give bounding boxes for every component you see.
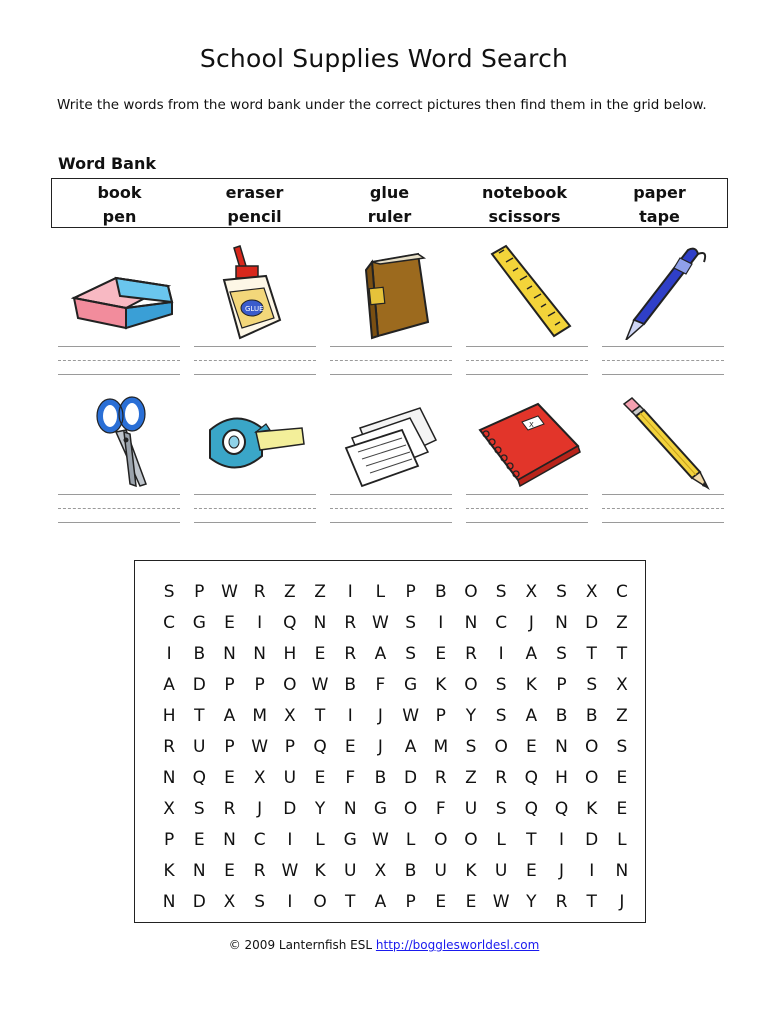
- page-title: School Supplies Word Search: [199, 44, 569, 73]
- grid-letter: B: [585, 706, 598, 726]
- grid-letter: E: [344, 737, 356, 757]
- grid-letter: Q: [524, 768, 539, 788]
- grid-letter: U: [343, 861, 357, 881]
- pen-icon: [604, 240, 724, 340]
- grid-letter: M: [433, 737, 449, 757]
- grid-letter: D: [585, 830, 599, 850]
- grid-letter: S: [586, 675, 598, 695]
- grid-letter: S: [616, 737, 628, 757]
- grid-letter: T: [314, 706, 326, 726]
- book-icon: [332, 240, 452, 340]
- scissors-icon: [60, 394, 180, 490]
- grid-letter: X: [223, 892, 236, 912]
- grid-letter: W: [221, 582, 238, 602]
- grid-letter: T: [526, 830, 537, 850]
- grid-letter: I: [257, 613, 263, 633]
- grid-letter: O: [434, 830, 448, 850]
- grid-letter: G: [373, 799, 387, 819]
- grid-letter: D: [192, 892, 206, 912]
- word-bank-word: paper: [633, 183, 686, 202]
- grid-letter: D: [192, 675, 206, 695]
- grid-letter: N: [313, 613, 327, 633]
- picture-cell-notebook: [460, 394, 596, 490]
- grid-letter: H: [162, 706, 176, 726]
- grid-letter: T: [616, 644, 628, 664]
- grid-letter: U: [464, 799, 478, 819]
- grid-letter: I: [287, 830, 293, 850]
- grid-letter: F: [345, 768, 356, 788]
- grid-row: [154, 763, 645, 794]
- ruler-icon: [468, 240, 588, 340]
- footer: [0, 938, 768, 952]
- grid-letter: S: [163, 582, 175, 602]
- grid-letter: I: [438, 613, 444, 633]
- grid-letter: S: [495, 582, 507, 602]
- grid-letter: O: [464, 582, 478, 602]
- picture-cell-pen: [596, 240, 732, 340]
- grid-row: [154, 825, 645, 856]
- picture-cell-tape: [188, 394, 324, 490]
- grid-letter: F: [375, 675, 386, 695]
- grid-letter: X: [284, 706, 296, 726]
- grid-row: [154, 608, 645, 639]
- grid-letter: S: [495, 799, 507, 819]
- glue-icon: [196, 240, 316, 340]
- grid-letter: R: [253, 861, 266, 881]
- grid-letter: E: [193, 830, 205, 850]
- grid-letter: A: [525, 706, 538, 726]
- word-bank-word: eraser: [225, 183, 284, 202]
- grid-row: [154, 887, 645, 918]
- word-search-grid: [134, 560, 646, 923]
- picture-row-1: [52, 240, 732, 340]
- grid-letter: S: [405, 644, 416, 664]
- grid-letter: J: [528, 613, 534, 633]
- grid-letter: S: [254, 892, 266, 912]
- grid-letter: P: [556, 675, 567, 695]
- grid-letter: S: [556, 582, 567, 602]
- grid-letter: N: [343, 799, 357, 819]
- grid-letter: L: [617, 830, 627, 850]
- grid-row: [154, 794, 645, 825]
- grid-letter: C: [615, 582, 628, 602]
- copyright-text: © 2009 Lanternfish ESL: [228, 938, 373, 952]
- grid-letter: W: [492, 892, 510, 912]
- grid-row: [154, 856, 645, 887]
- grid-letter: S: [405, 613, 416, 633]
- grid-letter: B: [374, 768, 387, 788]
- grid-letter: G: [343, 830, 357, 850]
- grid-letter: I: [347, 582, 353, 602]
- grid-letter: R: [495, 768, 508, 788]
- grid-letter: O: [585, 768, 599, 788]
- paper-icon: [332, 394, 452, 490]
- grid-letter: P: [405, 892, 416, 912]
- word-bank-word: pen: [102, 207, 137, 226]
- grid-letter: Z: [616, 613, 628, 633]
- grid-letter: Q: [192, 768, 206, 788]
- grid-letter: I: [589, 861, 595, 881]
- grid-letter: I: [347, 706, 353, 726]
- picture-cell-pencil: [596, 394, 732, 490]
- grid-letter: D: [585, 613, 599, 633]
- grid-row: [154, 701, 645, 732]
- grid-letter: K: [525, 675, 537, 695]
- grid-letter: O: [494, 737, 508, 757]
- grid-letter: W: [372, 613, 389, 633]
- grid-letter: T: [586, 644, 597, 664]
- grid-letter: C: [495, 613, 508, 633]
- grid-letter: C: [163, 613, 176, 633]
- grid-letter: P: [284, 737, 295, 757]
- grid-letter: F: [435, 799, 446, 819]
- grid-letter: S: [465, 737, 477, 757]
- grid-letter: J: [377, 737, 383, 757]
- grid-letter: L: [315, 830, 325, 850]
- grid-letter: K: [163, 861, 175, 881]
- picture-cell-book: [324, 240, 460, 340]
- grid-letter: W: [251, 737, 269, 757]
- word-bank-word: pencil: [227, 207, 282, 226]
- grid-letter: Q: [313, 737, 327, 757]
- grid-letter: J: [257, 799, 263, 819]
- picture-cell-paper: [324, 394, 460, 490]
- grid-letter: X: [253, 768, 266, 788]
- grid-letter: E: [224, 613, 235, 633]
- grid-letter: A: [374, 644, 387, 664]
- grid-letter: S: [193, 799, 205, 819]
- grid-letter: L: [375, 582, 386, 602]
- grid-letter: C: [253, 830, 266, 850]
- grid-letter: D: [283, 799, 297, 819]
- grid-row: [154, 577, 645, 608]
- grid-letter: W: [402, 706, 419, 726]
- word-bank-word: notebook: [482, 183, 567, 202]
- grid-letter: Q: [524, 799, 539, 819]
- grid-letter: N: [464, 613, 478, 633]
- grid-letter: N: [162, 768, 176, 788]
- grid-letter: Z: [314, 582, 326, 602]
- grid-letter: R: [253, 582, 266, 602]
- grid-letter: P: [224, 737, 235, 757]
- grid-letter: R: [163, 737, 175, 757]
- notebook-icon: [468, 394, 588, 490]
- grid-letter: E: [616, 799, 628, 819]
- grid-letter: I: [559, 830, 565, 850]
- grid-letter: R: [344, 644, 357, 664]
- grid-letter: J: [619, 892, 625, 912]
- grid-letter: O: [283, 675, 297, 695]
- word-bank-word: ruler: [367, 207, 412, 226]
- grid-letter: J: [377, 706, 383, 726]
- grid-letter: L: [496, 830, 506, 850]
- grid-letter: G: [192, 613, 206, 633]
- grid-letter: K: [314, 861, 326, 881]
- grid-letter: Z: [465, 768, 477, 788]
- grid-letter: H: [283, 644, 297, 664]
- grid-letter: P: [224, 675, 235, 695]
- grid-letter: P: [194, 582, 205, 602]
- grid-letter: R: [344, 613, 357, 633]
- instructions: Write the words from the word bank under the correct pictures then find them in the grid below.: [57, 97, 707, 113]
- grid-letter: P: [405, 582, 416, 602]
- grid-letter: J: [559, 861, 565, 881]
- grid-letter: P: [435, 706, 446, 726]
- website-link[interactable]: http://bogglesworldesl.com: [375, 938, 540, 952]
- word-bank-heading: Word Bank: [58, 154, 157, 173]
- grid-letter: N: [555, 613, 568, 633]
- word-bank-word: glue: [369, 183, 410, 202]
- grid-letter: R: [223, 799, 236, 819]
- word-bank-word: book: [97, 183, 142, 202]
- grid-letter: U: [494, 861, 508, 881]
- grid-row: [154, 670, 645, 701]
- grid-letter: U: [283, 768, 297, 788]
- grid-letter: N: [555, 737, 568, 757]
- eraser-icon: [60, 240, 180, 340]
- word-bank: [51, 178, 728, 228]
- grid-letter: X: [374, 861, 387, 881]
- grid-letter: T: [345, 892, 356, 912]
- grid-letter: X: [525, 582, 538, 602]
- grid-letter: Y: [314, 799, 326, 819]
- grid-letter: B: [555, 706, 568, 726]
- grid-letter: G: [404, 675, 418, 695]
- grid-letter: W: [281, 861, 299, 881]
- grid-letter: U: [193, 737, 206, 757]
- grid-letter: L: [405, 830, 416, 850]
- grid-letter: Y: [526, 892, 537, 912]
- grid-letter: K: [586, 799, 598, 819]
- grid-letter: O: [403, 799, 418, 819]
- grid-letter: B: [434, 582, 447, 602]
- grid-letter: E: [616, 768, 628, 788]
- picture-cell-ruler: [460, 240, 596, 340]
- grid-letter: P: [254, 675, 265, 695]
- grid-letter: W: [311, 675, 329, 695]
- grid-letter: M: [252, 706, 267, 726]
- grid-letter: N: [162, 892, 176, 912]
- grid-letter: D: [404, 768, 418, 788]
- grid-letter: S: [495, 706, 507, 726]
- grid-letter: E: [465, 892, 477, 912]
- grid-letter: E: [314, 768, 326, 788]
- grid-letter: A: [404, 737, 417, 757]
- grid-letter: S: [556, 644, 567, 664]
- grid-letter: E: [435, 644, 447, 664]
- grid-letter: T: [194, 706, 205, 726]
- grid-letter: Z: [284, 582, 296, 602]
- picture-cell-eraser: [52, 240, 188, 340]
- word-bank-word: tape: [639, 207, 680, 226]
- picture-cell-scissors: [52, 394, 188, 490]
- grid-letter: N: [223, 830, 236, 850]
- grid-letter: E: [435, 892, 447, 912]
- grid-letter: N: [615, 861, 629, 881]
- grid-letter: O: [464, 675, 478, 695]
- grid-letter: B: [344, 675, 357, 695]
- grid-letter: E: [525, 737, 537, 757]
- grid-letter: P: [163, 830, 175, 850]
- grid-letter: R: [465, 644, 477, 664]
- grid-letter: K: [435, 675, 447, 695]
- grid-letter: B: [404, 861, 417, 881]
- grid-letter: X: [616, 675, 628, 695]
- grid-letter: A: [374, 892, 387, 912]
- grid-letter: O: [313, 892, 327, 912]
- picture-row-2: [52, 394, 732, 490]
- grid-letter: N: [223, 644, 236, 664]
- grid-letter: X: [163, 799, 175, 819]
- grid-letter: T: [586, 892, 597, 912]
- grid-letter: E: [224, 861, 235, 881]
- word-bank-word: scissors: [488, 207, 561, 226]
- grid-row: [154, 639, 645, 670]
- grid-letter: S: [495, 675, 507, 695]
- grid-letter: R: [555, 892, 568, 912]
- svg-text:GLUE: GLUE: [245, 305, 264, 313]
- grid-letter: Q: [554, 799, 569, 819]
- grid-letter: I: [287, 892, 293, 912]
- grid-letter: A: [525, 644, 538, 664]
- grid-letter: E: [314, 644, 326, 664]
- picture-cell-glue: [188, 240, 324, 340]
- pencil-icon: [604, 394, 724, 490]
- svg-text:X: X: [529, 421, 534, 429]
- grid-letter: K: [465, 861, 477, 881]
- grid-letter: X: [585, 582, 598, 602]
- grid-letter: O: [464, 830, 478, 850]
- grid-letter: B: [193, 644, 206, 664]
- grid-letter: H: [555, 768, 568, 788]
- tape-icon: [196, 394, 316, 490]
- grid-letter: E: [224, 768, 235, 788]
- grid-letter: E: [525, 861, 537, 881]
- grid-letter: I: [166, 644, 172, 664]
- grid-letter: Q: [283, 613, 297, 633]
- grid-letter: W: [372, 830, 389, 850]
- grid-row: [154, 732, 645, 763]
- grid-letter: A: [163, 675, 175, 695]
- grid-letter: O: [585, 737, 599, 757]
- grid-letter: U: [434, 861, 447, 881]
- grid-letter: N: [192, 861, 206, 881]
- grid-letter: Y: [465, 706, 477, 726]
- grid-letter: R: [434, 768, 447, 788]
- grid-letter: N: [253, 644, 267, 664]
- grid-letter: Z: [616, 706, 628, 726]
- grid-letter: A: [223, 706, 236, 726]
- grid-letter: I: [498, 644, 504, 664]
